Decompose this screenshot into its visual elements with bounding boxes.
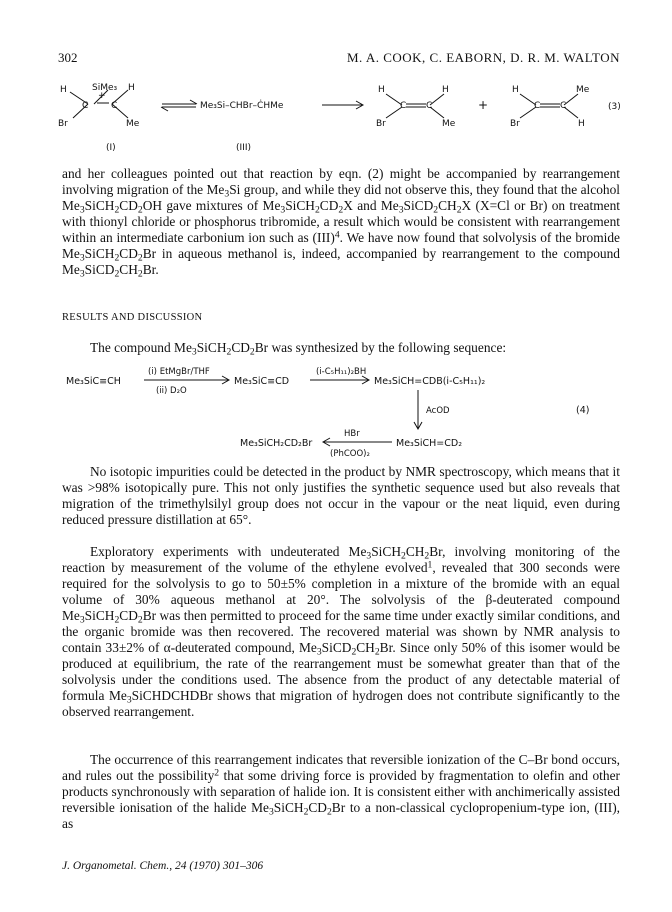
atom-sime3: SiMe₃ — [92, 83, 118, 93]
intermediate-1: Me₃SiC≡CD — [234, 376, 290, 387]
scheme-4-svg — [40, 360, 640, 460]
reaction-scheme-3 — [40, 76, 640, 158]
paragraph-2: The compound $Me_3SiCH_2CD_2Br$ was synthesized by the following sequence: — [90, 340, 507, 358]
atom-h: H — [128, 83, 135, 93]
atom-me: Me — [126, 119, 140, 129]
intermediate-3: Me₃SiCH=CD₂ — [396, 438, 463, 449]
atom-c: C — [426, 101, 433, 111]
scheme-3-svg — [40, 76, 640, 158]
atom-c: C — [560, 101, 567, 111]
atom-h: H — [60, 85, 67, 95]
reagent-step-1: (i) EtMgBr/THF — [148, 367, 210, 377]
section-heading: RESULTS AND DISCUSSION — [62, 312, 203, 323]
atom-h: H — [378, 85, 385, 95]
intermediate-2: Me₃SiCH=CDB(i-C₅H₁₁)₂ — [374, 376, 486, 387]
atom-br: Br — [510, 119, 520, 129]
atom-me: Me — [442, 119, 456, 129]
final-product: Me₃SiCH₂CD₂Br — [240, 438, 313, 449]
reagent-step-2: (i-C₅H₁₁)₂BH — [316, 367, 367, 377]
atom-h: H — [442, 85, 449, 95]
charge-plus: + — [98, 91, 106, 101]
plus-sign: + — [478, 98, 489, 112]
atom-c: C — [82, 101, 89, 111]
journal-citation: J. Organometal. Chem., 24 (1970) 301–306 — [62, 860, 264, 872]
reagent-step-4: HBr — [344, 429, 360, 439]
reagent-step-3: AcOD — [426, 406, 450, 416]
paragraph-3: No isotopic impurities could be detected in the product by NMR spectroscopy, which means that it was >98% isotopically pure. This not only justifies the synthetic sequence used but also reveals that migration of the trimethylsilyl group does not occur in the vapour or the neat liquid, even during reduced pressure distillation at 65°. — [62, 464, 620, 527]
paragraph-4: Exploratory experiments with undeuterated $Me_3SiCH_2CH_2Br$, involving monitoring of the reaction by measurement of the volume of the ethylene evolved$^1$, revealed that 300 seconds were required for the solvolysis to go to 50±5% completion in a mixture of the bromide with an equal volume of 30% aqueous methanol at 20°. The solvolysis of the β-deuterated compound $Me_3SiCH_2CD_2Br$ was then permitted to proceed for the same time under exactly similar conditions, and the organic bromide was then recovered. The recovered material was shown by NMR analysis to contain 33±2% of α-deuterated compound, $Me_3SiCD_2CH_2Br$. Since only 50% of this isomer would be produced at equilibrium, the rate of the rearrangement must be somewhat greater than that of the solvolysis under the conditions used. The absence from the product of any detectable material of formula $Me_3SiCHDCHDBr$ shows that migration of hydrogen does not contribute significantly to the observed rearrangement. — [62, 544, 620, 719]
reagent-step-4-initiator: (PhCOO)₂ — [330, 449, 370, 459]
running-head: M. A. COOK, C. EABORN, D. R. M. WALTON — [346, 50, 620, 65]
atom-h: H — [578, 119, 585, 129]
reference-marker: 2 — [214, 767, 220, 779]
reagent-step-1-workup: (ii) D₂O — [156, 386, 187, 396]
atom-h: H — [512, 85, 519, 95]
atom-c: C — [111, 101, 118, 111]
page-number: 302 — [58, 50, 78, 65]
paragraph-5: The occurrence of this rearrangement indicates that reversible ionization of the C–Br bond occurs, and rules out the possibility$^2$ that some driving force is provided by fragmentation to olefin and other products synchronously with separation of halide ion. It is consistent either with anchimerically assisted reversible ionisation of the halide $Me_3SiCH_2CD_2Br$ to a non-classical cyclopropenium-type ion, (III), as — [62, 752, 620, 831]
paragraph-1: and her colleagues pointed out that reaction by eqn. (2) might be accompanied by rearrangement involving migration of the $Me_3Si$ group, and while they did not observe this, they found that the alcohol $Me_3SiCH_2CD_2OH$ gave mixtures of $Me_3SiCH_2CD_2X$ and $Me_3SiCD_2CH_2X$ (X=Cl or Br) on treatment with thionyl chloride or phosphorus tribromide, a result which would be consistent with rearrangement within an intermediate carbonium ion such as (III)$^4$. We have now found that solvolysis of the bromide $Me_3SiCH_2CD_2Br$ in aqueous methanol is, indeed, accompanied by rearrangement to the compound $Me_3SiCD_2CH_2Br$. — [62, 166, 621, 280]
equation-number: (4) — [576, 405, 590, 416]
atom-me: Me — [576, 85, 590, 95]
reference-marker: 4 — [334, 229, 340, 241]
page-header — [58, 50, 620, 68]
intermediate-formula: Me₃Si–CHBr–ĊHMe — [200, 101, 284, 111]
reaction-scheme-4 — [40, 360, 640, 460]
atom-br: Br — [58, 119, 68, 129]
atom-c: C — [534, 101, 541, 111]
label-iii: (III) — [236, 143, 251, 153]
equation-number: (3) — [608, 102, 621, 112]
label-i: (I) — [106, 143, 116, 153]
starting-material: Me₃SiC≡CH — [66, 376, 121, 387]
atom-br: Br — [376, 119, 386, 129]
atom-c: C — [400, 101, 407, 111]
reference-marker: 1 — [427, 559, 433, 571]
